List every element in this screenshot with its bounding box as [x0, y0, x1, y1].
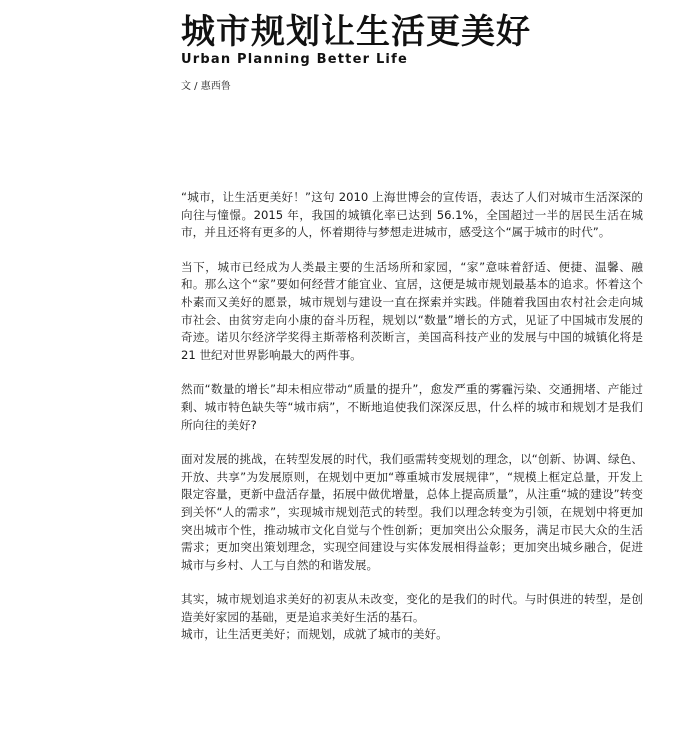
paragraph-1: “城市，让生活更美好！”这句 2010 上海世博会的宣传语，表达了人们对城市生活深深的向往与憧憬。2015 年，我国的城镇化率已达到 56.1%，全国超过一半的居民生活在城市，并且还将有更多的人，怀着期待与梦想走进城市，感受这个“属于城市的时代”。 [181, 190, 643, 240]
paragraph-4: 面对发展的挑战，在转型发展的时代，我们亟需转变规划的理念，以“创新、协调、绿色、开放、共享”为发展原则，在规划中更加“尊重城市发展规律”，“规模上框定总量，开发上限定容量，更新中盘活存量，拓展中做优增量，总体上提高质量”，从注重“城的建设”转变到关怀“人的需求”，实现城市规划范式的转型。我们以理念转变为引领，在规划中将更加突出城市个性，推动城市文化自觉与个性创新；更加突出公众服务，满足市民大众的生活需求；更加突出策划理念，实现空间建设与实体发展相得益彰；更加突出城乡融合，促进城市与乡村、人工与自然的和谐发展。 [181, 452, 643, 572]
paragraph-5: 其实，城市规划追求美好的初衷从未改变，变化的是我们的时代。与时俱进的转型，是创造美好家园的基础，更是追求美好生活的基石。 [181, 592, 643, 624]
article-title: 城市规划让生活更美好 [181, 12, 531, 52]
article-byline: 文 / 惠西鲁 [181, 81, 231, 92]
paragraph-3: 然而“数量的增长”却未相应带动“质量的提升”，愈发严重的雾霾污染、交通拥堵、产能过剩、城市特色缺失等“城市病”，不断地追使我们深深反思，什么样的城市和规划才是我们所向往的美好? [181, 382, 643, 432]
article-body [181, 189, 643, 644]
paragraph-2: 当下，城市已经成为人类最主要的生活场所和家园，“家”意味着舒适、便捷、温馨、融和。那么这个“家”要如何经营才能宜业、宜居，这便是城市规划最基本的追求。怀着这个朴素而又美好的愿景，城市规划与建设一直在探索并实践。伴随着我国由农村社会走向城市社会、由贫穷走向小康的奋斗历程，规划以“数量”增长的方式，见证了中国城市发展的奇迹。诺贝尔经济学奖得主斯蒂格利茨断言，美国高科技产业的发展与中国的城镇化将是 21 世纪对世界影响最大的两件事。 [181, 259, 643, 362]
closing-line: 城市，让生活更美好；而规划，成就了城市的美好。 [181, 627, 448, 642]
article-subtitle: Urban Planning Better Life [181, 52, 408, 67]
